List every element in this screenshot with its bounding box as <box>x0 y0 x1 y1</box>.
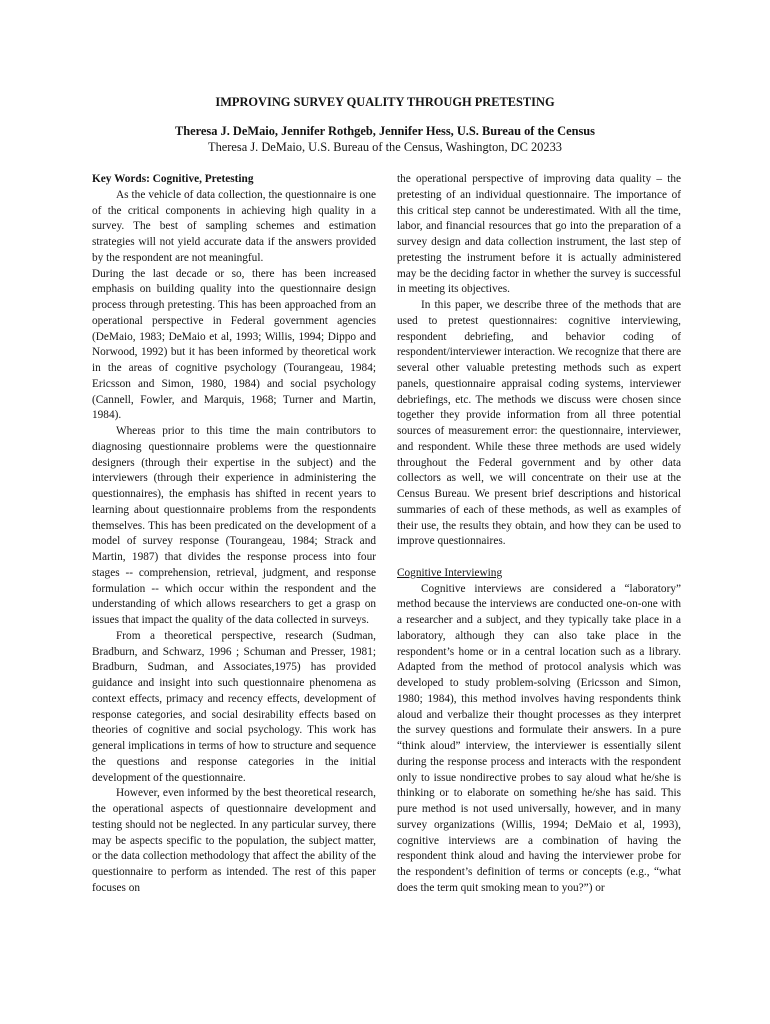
body-paragraph: Cognitive interviews are considered a “laboratory” method because the interviews are conducted one-on-one with a researcher and a subject, and they typically take place in a laboratory, although they can also take place in the respondent’s home or in a central location such as a library. Adapted from the method of protocol analysis which was developed to study problem-solving (Ericsson and Simon, 1980; 1984), this method involves having respondents think aloud and verbalize their thought processes as they interpret the survey questions and formulate their answers. In a pure “think aloud” interview, the interviewer is essentially silent during the response process and interacts with the respondent only to issue nondirective probes to say aloud what he/she is thinking or to elaborate on something he/she has said. This pure method is not used universally, however, and in many survey organizations (Willis, 1994; DeMaio et al, 1993), cognitive interviews are a combination of having the respondent think aloud and having the interviewer probe for the respondent’s definition of terms or concepts (e.g., “what does the term quit smoking mean to you?”) or <box>397 582 681 894</box>
body-paragraph: the operational perspective of improving data quality – the pretesting of an individual questionnaire. The importance of this critical step cannot be underestimated. With all the time, labor, and financial resources that go into the preparation of a survey design and data collection instrument, the last step of pretesting the instrument before it is actually administered may be the deciding factor in whether the survey is successful in meeting its objectives. <box>397 173 681 296</box>
body-paragraph: As the vehicle of data collection, the questionnaire is one of the critical components in achieving high quality in a survey. The best of sampling schemes and estimation strategies will not yield accurate data if the answers provided by the respondent are not meaningful. <box>92 188 376 264</box>
right-column <box>397 172 681 897</box>
body-paragraph: Whereas prior to this time the main contributors to diagnosing questionnaire problems were the questionnaire designers (through their expertise in the subject) and the interviewers (through their experience in administering the questionnaires), the emphasis has shifted in recent years to learning about questionnaire problems from the respondents themselves. This has been predicated on the development of a model of survey response (Tourangeau, 1984; Strack and Martin, 1987) that divides the response process into four stages -- comprehension, retrieval, judgment, and response formulation -- which occur within the respondent and the understanding of which allows researchers to get a grasp on issues that impact the quality of the data collected in surveys. <box>92 425 376 626</box>
body-paragraph: In this paper, we describe three of the methods that are used to pretest questionnaires: cognitive interviewing, respondent debriefing, and behavior coding of respondent/interviewer interaction. We recognize that there are several other valuable pretesting methods such as expert panels, questionnaire appraisal coding systems, interviewer debriefings, etc. The methods we discuss were chosen since together they provide information from all three potential sources of measurement error: the questionnaire, interviewer, and respondent. While these three methods are used widely throughout the Federal government and by other data collectors as well, we will concentrate on their use at the Census Bureau. We present brief descriptions and historical summaries of each of these methods, as well as examples of their use, the results they obtain, and how they can be used to improve questionnaires. <box>397 299 681 548</box>
body-paragraph: From a theoretical perspective, research (Sudman, Bradburn, and Schwarz, 1996 ; Schuman and Presser, 1981; Bradburn, Sudman, and Associates,1975) has provided guidance and insight into such questionnaire phenomena as context effects, primacy and recency effects, development of response categories, and social desirability effects based on theories of cognitive and social psychology. This work has general implications in terms of how to structure and sequence the questions and response categories in the initial development of the questionnaire. <box>92 629 376 784</box>
paper-title: IMPROVING SURVEY QUALITY THROUGH PRETESTING <box>215 95 555 109</box>
left-column <box>92 172 376 897</box>
body-paragraph: During the last decade or so, there has been increased emphasis on building quality into the questionnaire design process through pretesting. This has been approached from an operational perspective in Federal government agencies (DeMaio, 1983; DeMaio et al, 1993; Willis, 1994; Dippo and Norwood, 1992) but it has been informed by theoretical work in the areas of cognitive psychology (Tourangeau, 1984; Ericsson and Simon, 1980, 1984) and social psychology (Cannell, Fowler, and Marquis, 1968; Turner and Martin, 1984). <box>92 267 376 422</box>
body-paragraph: However, even informed by the best theoretical research, the operational aspects of questionnaire development and testing should not be neglected. In any particular survey, there may be aspects specific to the population, the subject matter, or the data collection methodology that affect the ability of the questionnaire to perform as intended. The rest of this paper focuses on <box>92 787 376 894</box>
author-affiliation: Theresa J. DeMaio, U.S. Bureau of the Census, Washington, DC 20233 <box>208 140 562 154</box>
author-list: Theresa J. DeMaio, Jennifer Rothgeb, Jennifer Hess, U.S. Bureau of the Census <box>174 124 596 138</box>
section-heading: Cognitive Interviewing <box>397 566 503 579</box>
keywords: Key Words: Cognitive, Pretesting <box>92 173 254 185</box>
